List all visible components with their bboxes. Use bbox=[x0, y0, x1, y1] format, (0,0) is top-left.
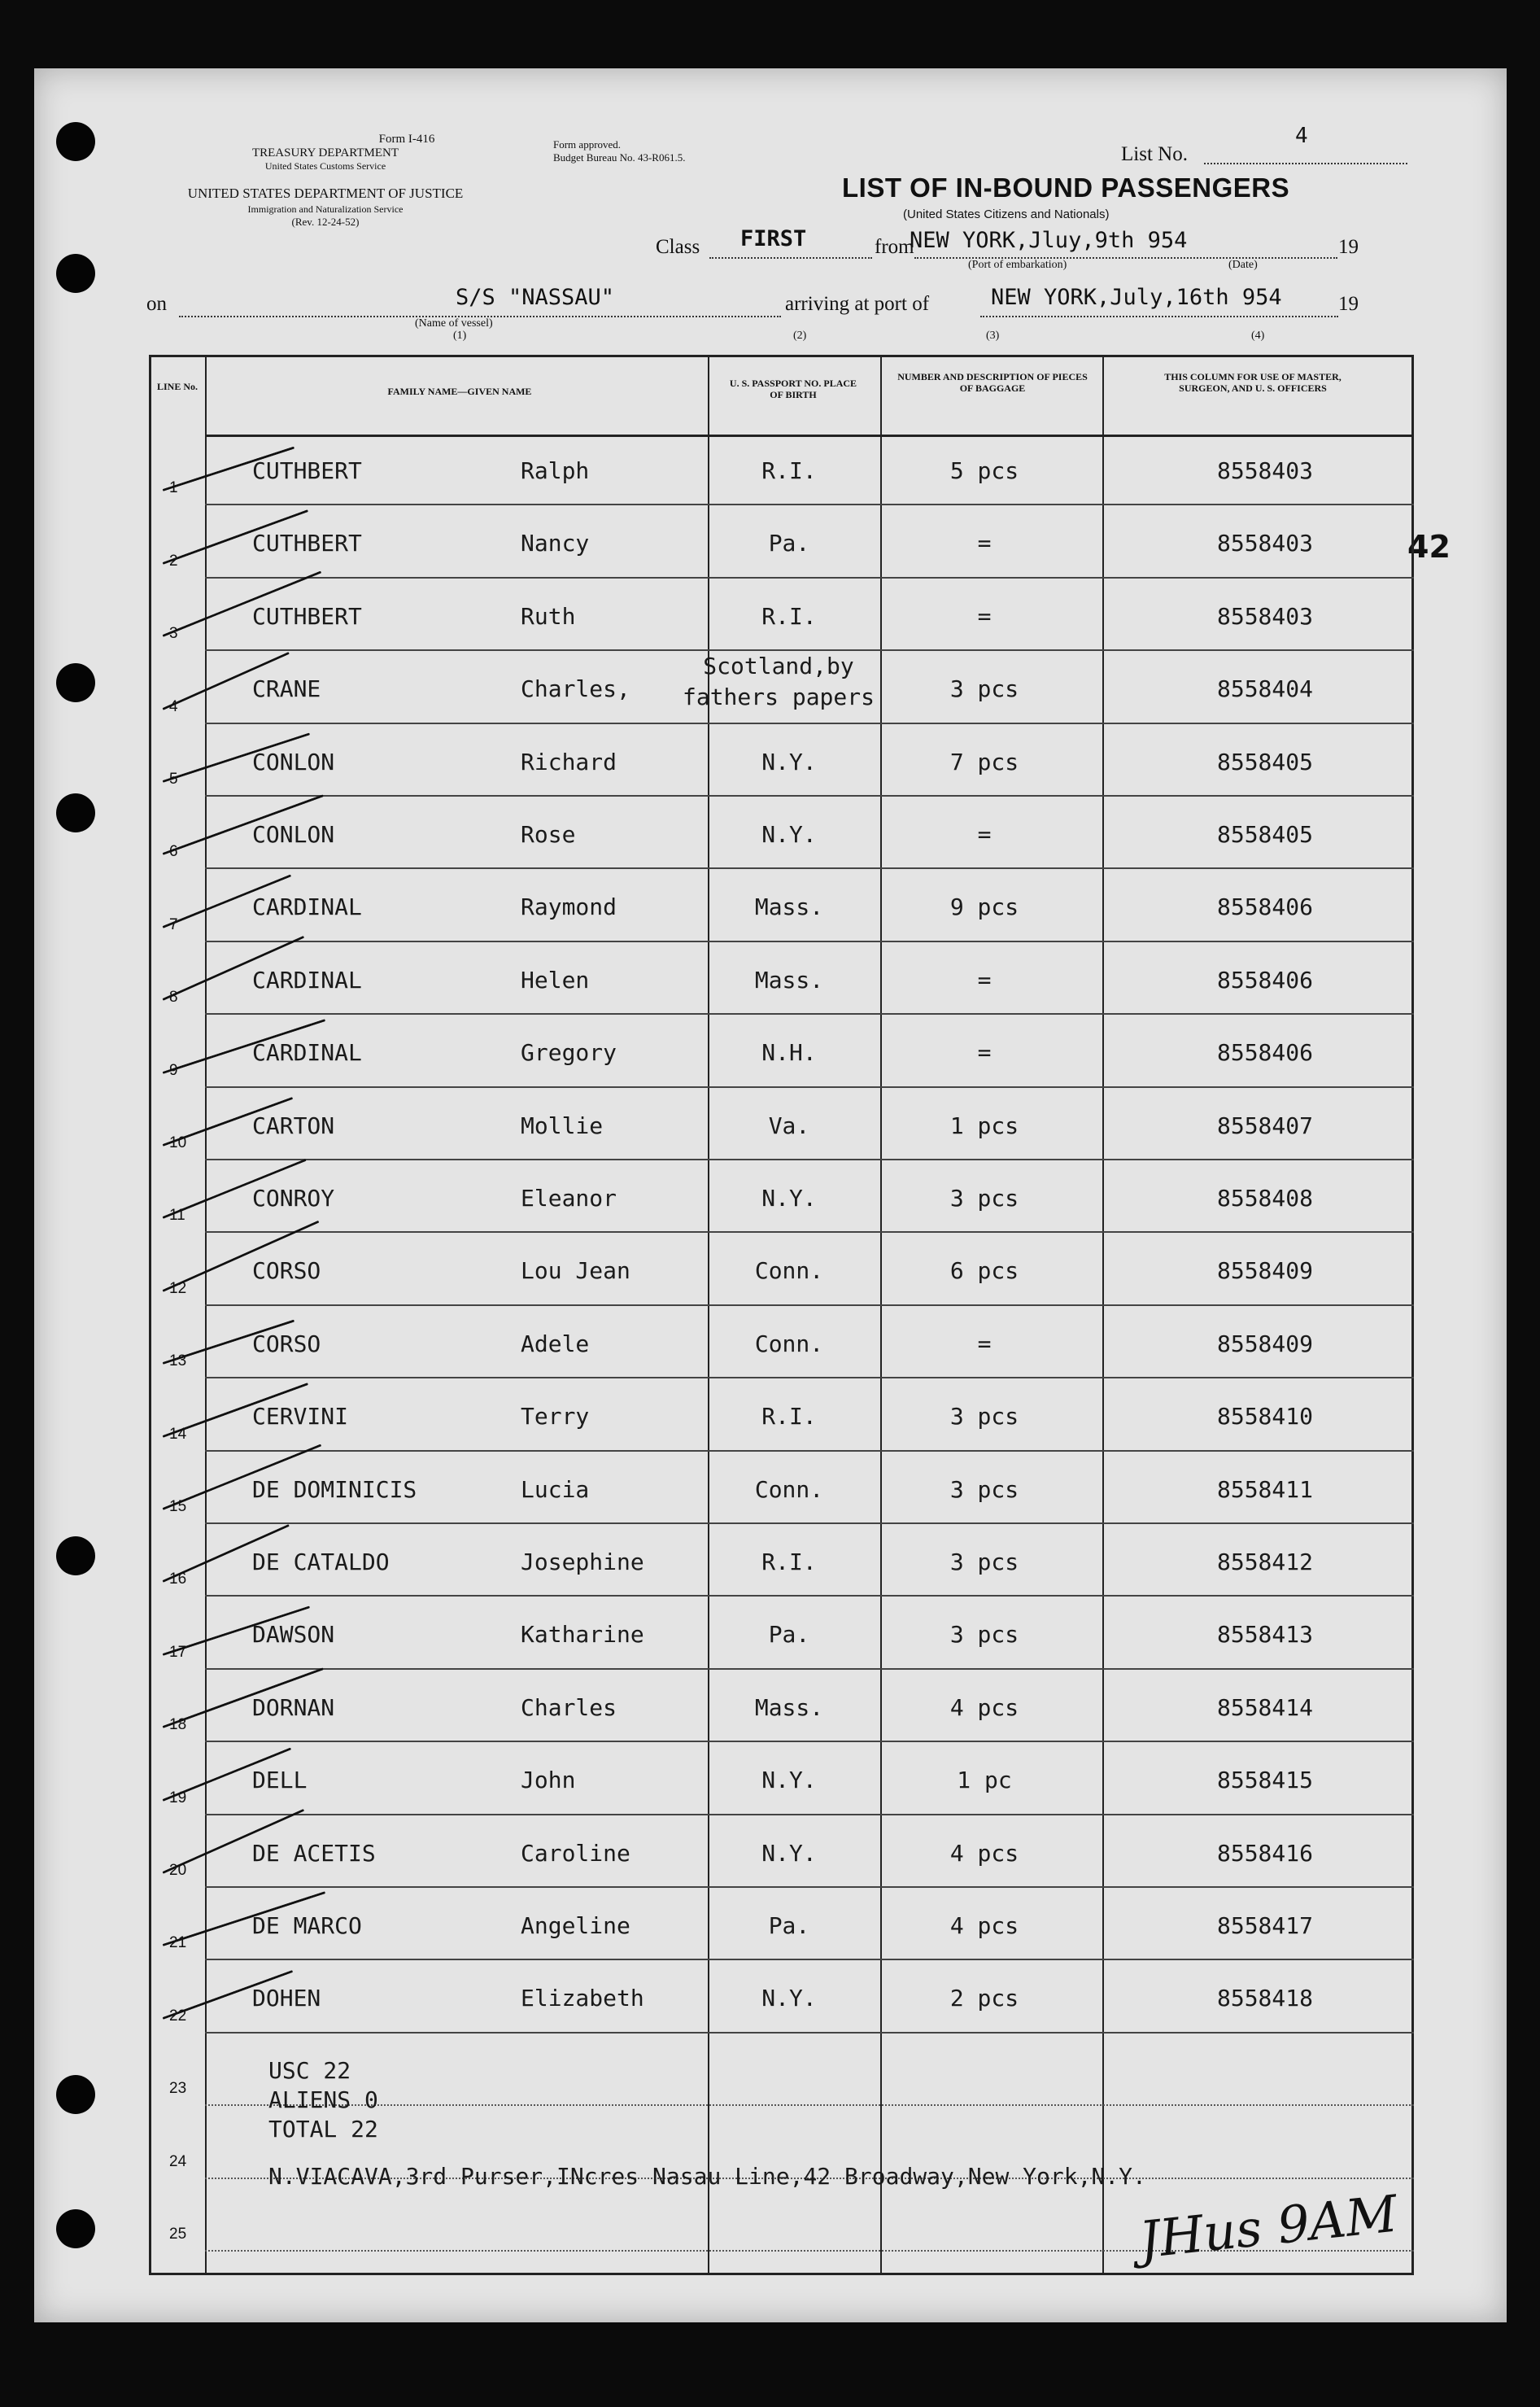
row-divider bbox=[205, 2104, 1414, 2106]
baggage: = bbox=[977, 602, 992, 630]
budget-bureau: Budget Bureau No. 43-R061.5. bbox=[553, 151, 686, 164]
family-name: DE DOMINICIS bbox=[252, 1475, 417, 1503]
family-name: CARDINAL bbox=[252, 966, 362, 994]
row-divider bbox=[205, 723, 1414, 724]
line-number: 11 bbox=[169, 1207, 185, 1225]
binder-hole bbox=[56, 1536, 95, 1575]
place-of-birth: Pa. bbox=[768, 1621, 810, 1649]
given-name: Charles bbox=[521, 1693, 617, 1721]
row-divider bbox=[205, 1377, 1414, 1378]
vessel-label: (Name of vessel) bbox=[415, 317, 493, 330]
given-name: Terry bbox=[521, 1403, 590, 1431]
given-name: Katharine bbox=[521, 1621, 644, 1649]
from-label: from bbox=[875, 236, 914, 258]
line-number: 13 bbox=[169, 1352, 187, 1370]
given-name: Mollie bbox=[521, 1112, 604, 1139]
row-divider bbox=[205, 504, 1414, 505]
row-divider bbox=[205, 867, 1414, 869]
place-of-birth: Mass. bbox=[754, 1693, 824, 1721]
year-label: 19 bbox=[1338, 236, 1359, 258]
list-no-label: List No. bbox=[1121, 143, 1188, 165]
col-num-4: (4) bbox=[1251, 330, 1265, 342]
officer-number: 8558409 bbox=[1216, 1257, 1313, 1285]
officer-number: 8558404 bbox=[1216, 675, 1313, 703]
baggage: 9 pcs bbox=[949, 893, 1019, 921]
row-divider bbox=[205, 2032, 1414, 2034]
binder-hole bbox=[56, 663, 95, 702]
port-embarkation-label: (Port of embarkation) bbox=[968, 259, 1067, 271]
place-of-birth: Pa. bbox=[768, 530, 810, 557]
line-number: 7 bbox=[169, 915, 178, 933]
officer-number: 8558403 bbox=[1216, 602, 1313, 630]
line-number: 17 bbox=[169, 1643, 187, 1661]
given-name: Caroline bbox=[521, 1839, 630, 1867]
baggage: 1 pcs bbox=[949, 1112, 1019, 1139]
officer-number: 8558403 bbox=[1216, 457, 1313, 484]
row-divider bbox=[205, 795, 1414, 797]
line-number: 25 bbox=[169, 2226, 187, 2243]
officer-signature: JHus 9AM bbox=[1136, 2183, 1401, 2270]
officer-number: 8558406 bbox=[1216, 893, 1313, 921]
place-of-birth: N.H. bbox=[761, 1039, 817, 1067]
place-of-birth: R.I. bbox=[761, 457, 817, 484]
given-name: Lou Jean bbox=[521, 1257, 630, 1285]
binder-hole bbox=[56, 254, 95, 293]
baggage: = bbox=[977, 530, 992, 557]
baggage: 6 pcs bbox=[949, 1257, 1019, 1285]
officer-number: 8558406 bbox=[1216, 966, 1313, 994]
binder-hole bbox=[56, 793, 95, 832]
given-name: Eleanor bbox=[521, 1185, 617, 1212]
line-number: 23 bbox=[169, 2080, 187, 2098]
line-number: 18 bbox=[169, 1716, 187, 1734]
header-divider bbox=[205, 435, 1414, 437]
baggage: 2 pcs bbox=[949, 1985, 1019, 2012]
col-header-name: FAMILY NAME—GIVEN NAME bbox=[387, 386, 532, 397]
line-number: 21 bbox=[169, 1934, 187, 1952]
given-name: Helen bbox=[521, 966, 590, 994]
col-divider bbox=[1102, 355, 1104, 2275]
place-of-birth: Scotland,by fathers papers bbox=[682, 653, 875, 711]
place-of-birth: N.Y. bbox=[761, 748, 817, 775]
total-aliens: ALIENS 0 bbox=[268, 2086, 378, 2113]
col-header-officers: THIS COLUMN FOR USE OF MASTER, SURGEON, AND U. S. OFFICERS bbox=[1164, 371, 1342, 394]
family-name: CONLON bbox=[252, 821, 335, 848]
place-of-birth: Conn. bbox=[754, 1475, 824, 1503]
place-of-birth: Conn. bbox=[754, 1330, 824, 1357]
baggage: = bbox=[977, 1039, 992, 1067]
col-divider bbox=[880, 355, 882, 2275]
family-name: CUTHBERT bbox=[252, 530, 362, 557]
ins-service: Immigration and Naturalization Service bbox=[247, 203, 404, 215]
family-name: CORSO bbox=[252, 1257, 321, 1285]
officer-number: 8558417 bbox=[1216, 1912, 1313, 1939]
row-divider bbox=[205, 1886, 1414, 1888]
family-name: DORNAN bbox=[252, 1693, 335, 1721]
officer-number: 8558409 bbox=[1216, 1330, 1313, 1357]
given-name: Ruth bbox=[521, 602, 576, 630]
place-of-birth: Mass. bbox=[754, 966, 824, 994]
treasury-dept: TREASURY DEPARTMENT bbox=[251, 146, 399, 159]
line-number: 24 bbox=[169, 2152, 187, 2170]
total-usc: USC 22 bbox=[268, 2057, 351, 2084]
place-of-birth: R.I. bbox=[761, 1549, 817, 1575]
line-number: 10 bbox=[169, 1134, 187, 1151]
family-name: DOHEN bbox=[252, 1985, 321, 2012]
row-divider bbox=[205, 1231, 1414, 1233]
given-name: Lucia bbox=[521, 1475, 590, 1503]
col-num-2: (2) bbox=[793, 330, 807, 342]
row-divider bbox=[205, 577, 1414, 579]
baggage: = bbox=[977, 821, 992, 848]
year2-label: 19 bbox=[1338, 293, 1359, 315]
line-number: 19 bbox=[169, 1789, 187, 1806]
row-divider bbox=[205, 1086, 1414, 1088]
binder-hole bbox=[56, 2209, 95, 2248]
total-all: TOTAL 22 bbox=[268, 2116, 378, 2143]
given-name: Gregory bbox=[521, 1039, 617, 1067]
line-number: 8 bbox=[169, 989, 178, 1007]
given-name: Angeline bbox=[521, 1912, 630, 1939]
row-divider bbox=[205, 1595, 1414, 1597]
given-name: Josephine bbox=[521, 1549, 644, 1575]
officer-number: 8558414 bbox=[1216, 1693, 1313, 1721]
line-number: 5 bbox=[169, 771, 178, 788]
officer-number: 8558406 bbox=[1216, 1039, 1313, 1067]
family-name: DE CATALDO bbox=[252, 1549, 390, 1575]
line-number: 2 bbox=[169, 552, 178, 570]
place-of-birth: Conn. bbox=[754, 1257, 824, 1285]
baggage: 4 pcs bbox=[949, 1839, 1019, 1867]
arriving-label: arriving at port of bbox=[785, 293, 930, 315]
place-of-birth: N.Y. bbox=[761, 821, 817, 848]
given-name: John bbox=[521, 1767, 576, 1794]
officer-number: 8558416 bbox=[1216, 1839, 1313, 1867]
place-of-birth: R.I. bbox=[761, 602, 817, 630]
list-no-value: 4 bbox=[1295, 124, 1308, 148]
row-divider bbox=[205, 1013, 1414, 1015]
given-name: Ralph bbox=[521, 457, 590, 484]
line-number: 20 bbox=[169, 1862, 187, 1879]
line-number: 16 bbox=[169, 1570, 187, 1588]
row-divider bbox=[205, 941, 1414, 942]
vessel-name: S/S "NASSAU" bbox=[456, 285, 615, 310]
place-of-birth: Mass. bbox=[754, 893, 824, 921]
baggage: = bbox=[977, 966, 992, 994]
family-name: CONLON bbox=[252, 748, 335, 775]
date-label: (Date) bbox=[1228, 259, 1258, 271]
officer-number: 8558413 bbox=[1216, 1621, 1313, 1649]
purser-line: N.VIACAVA,3rd Purser,INcres Nasau Line,42 Broadway,New York,N.Y. bbox=[268, 2163, 1146, 2190]
baggage: 3 pcs bbox=[949, 1621, 1019, 1649]
col-header-passport: U. S. PASSPORT NO. PLACE OF BIRTH bbox=[729, 378, 857, 400]
form-approved: Form approved. bbox=[553, 138, 622, 151]
line-number: 15 bbox=[169, 1498, 187, 1515]
row-divider bbox=[205, 1450, 1414, 1452]
from-value: NEW YORK,Jluy,9th 954 bbox=[910, 228, 1188, 253]
line-number: 9 bbox=[169, 1061, 178, 1079]
line-number: 6 bbox=[169, 843, 178, 861]
family-name: CARTON bbox=[252, 1112, 335, 1139]
given-name: Elizabeth bbox=[521, 1985, 644, 2012]
family-name: DE ACETIS bbox=[252, 1839, 376, 1867]
given-name: Nancy bbox=[521, 530, 590, 557]
row-divider bbox=[205, 1304, 1414, 1306]
place-of-birth: Va. bbox=[768, 1112, 810, 1139]
officer-number: 8558412 bbox=[1216, 1549, 1313, 1575]
line-number: 12 bbox=[169, 1279, 187, 1297]
class-value: FIRST bbox=[740, 226, 807, 251]
col-header-line: LINE No. bbox=[156, 381, 198, 392]
given-name: Rose bbox=[521, 821, 576, 848]
family-name: CONROY bbox=[252, 1185, 335, 1212]
col-num-1: (1) bbox=[453, 330, 467, 342]
officer-number: 8558405 bbox=[1216, 748, 1313, 775]
col-divider bbox=[205, 355, 207, 2275]
class-line bbox=[709, 257, 872, 259]
family-name: CARDINAL bbox=[252, 893, 362, 921]
given-name: Raymond bbox=[521, 893, 617, 921]
baggage: 5 pcs bbox=[949, 457, 1019, 484]
line-number: 3 bbox=[169, 625, 178, 643]
col-header-baggage: NUMBER AND DESCRIPTION OF PIECES OF BAGGAGE bbox=[897, 371, 1088, 394]
row-divider bbox=[205, 1522, 1414, 1524]
form-subtitle: (United States Citizens and Nationals) bbox=[903, 208, 1110, 221]
given-name: Richard bbox=[521, 748, 617, 775]
row-divider bbox=[205, 1668, 1414, 1670]
form-number: Form I-416 bbox=[378, 133, 435, 146]
family-name: DELL bbox=[252, 1767, 308, 1794]
form-revision: (Rev. 12-24-52) bbox=[291, 216, 360, 228]
family-name: CARDINAL bbox=[252, 1039, 362, 1067]
binder-hole bbox=[56, 2075, 95, 2114]
baggage: 7 pcs bbox=[949, 748, 1019, 775]
family-name: CORSO bbox=[252, 1330, 321, 1357]
officer-number: 8558405 bbox=[1216, 821, 1313, 848]
family-name: DAWSON bbox=[252, 1621, 335, 1649]
baggage: 3 pcs bbox=[949, 1549, 1019, 1575]
line-number: 4 bbox=[169, 697, 178, 715]
given-name: Charles, bbox=[521, 675, 630, 703]
side-number: 42 bbox=[1407, 529, 1451, 565]
baggage: 3 pcs bbox=[949, 1403, 1019, 1431]
baggage: 3 pcs bbox=[949, 1475, 1019, 1503]
family-name: DE MARCO bbox=[252, 1912, 362, 1939]
col-divider bbox=[708, 355, 709, 2275]
officer-number: 8558403 bbox=[1216, 530, 1313, 557]
form-title: LIST OF IN-BOUND PASSENGERS bbox=[842, 173, 1290, 203]
line-number: 1 bbox=[169, 479, 178, 497]
line-number: 22 bbox=[169, 2007, 187, 2025]
row-divider bbox=[205, 1159, 1414, 1160]
baggage: 3 pcs bbox=[949, 675, 1019, 703]
place-of-birth: Pa. bbox=[768, 1912, 810, 1939]
justice-dept: UNITED STATES DEPARTMENT OF JUSTICE bbox=[187, 186, 464, 201]
line-number: 14 bbox=[169, 1425, 187, 1443]
list-no-line bbox=[1204, 163, 1407, 164]
family-name: CUTHBERT bbox=[252, 602, 362, 630]
row-divider bbox=[205, 1814, 1414, 1815]
arriving-value: NEW YORK,July,16th 954 bbox=[991, 285, 1282, 310]
officer-number: 8558407 bbox=[1216, 1112, 1313, 1139]
baggage: 1 pc bbox=[957, 1767, 1012, 1794]
place-of-birth: N.Y. bbox=[761, 1185, 817, 1212]
family-name: CERVINI bbox=[252, 1403, 349, 1431]
baggage: 4 pcs bbox=[949, 1912, 1019, 1939]
family-name: CRANE bbox=[252, 675, 321, 703]
family-name: CUTHBERT bbox=[252, 457, 362, 484]
baggage: 3 pcs bbox=[949, 1185, 1019, 1212]
customs-service: United States Customs Service bbox=[264, 160, 386, 172]
officer-number: 8558411 bbox=[1216, 1475, 1313, 1503]
col-num-3: (3) bbox=[986, 330, 1000, 342]
binder-hole bbox=[56, 122, 95, 161]
officer-number: 8558408 bbox=[1216, 1185, 1313, 1212]
arriving-line bbox=[980, 316, 1338, 317]
on-label: on bbox=[146, 293, 167, 315]
baggage: 4 pcs bbox=[949, 1693, 1019, 1721]
place-of-birth: N.Y. bbox=[761, 1767, 817, 1794]
class-label: Class bbox=[656, 236, 700, 258]
baggage: = bbox=[977, 1330, 992, 1357]
given-name: Adele bbox=[521, 1330, 590, 1357]
officer-number: 8558410 bbox=[1216, 1403, 1313, 1431]
officer-number: 8558415 bbox=[1216, 1767, 1313, 1794]
row-divider bbox=[205, 1741, 1414, 1742]
row-divider bbox=[205, 1959, 1414, 1960]
place-of-birth: N.Y. bbox=[761, 1839, 817, 1867]
place-of-birth: N.Y. bbox=[761, 1985, 817, 2012]
officer-number: 8558418 bbox=[1216, 1985, 1313, 2012]
place-of-birth: R.I. bbox=[761, 1403, 817, 1431]
